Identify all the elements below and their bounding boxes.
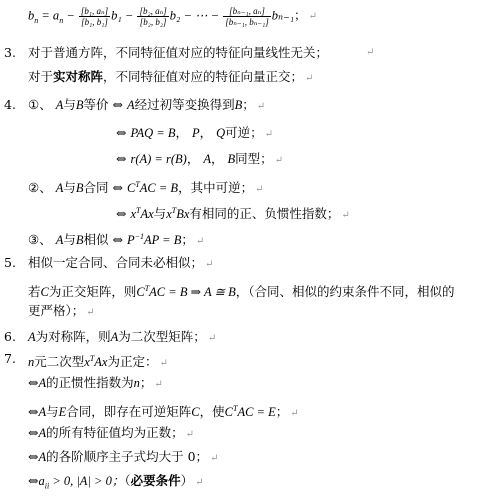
gram-schmidt-formula: $b_n = a_n$ − $\frac{\text{[b₁, aₙ]}}{\text{[b₁, b₁]}}$ b₁ − $\frac{\text{[b₂, aₙ]}}{\text{[b₂, b₂]}}$ b₂ − ⋯ − $\frac{\text{[bₙ₋₁, aₙ]}}{\text{[bₙ₋₁, bₙ₋₁]}}$ bₙ₋₁； ↵ — [28, 6, 317, 27]
item-4-line-2: ⇔ PAQ = B， P， Q可逆； ↵ — [116, 125, 274, 140]
return-mark-icon: ↵ — [86, 307, 95, 318]
item-7-line-4: ⇔A的所有特征值均为正数； ↵ — [28, 425, 195, 440]
item-4-line-6: ③、 A与B相似 ⇔ $P^{-1}AP = B$； ↵ — [28, 232, 205, 248]
item-4-line-4: ②、 A与B合同 ⇔ $C^TAC = B$，其中可逆； ↵ — [28, 180, 264, 196]
item-number: 4. — [4, 97, 16, 112]
return-mark-icon: ↵ — [341, 210, 350, 222]
formula-lhs: b — [28, 8, 35, 23]
return-mark-icon: ↵ — [210, 453, 219, 464]
bold-term: 实对称阵 — [53, 69, 104, 84]
return-mark-icon: ↵ — [195, 236, 205, 248]
item-number: 5. — [4, 255, 16, 270]
return-mark-icon: ↵ — [195, 477, 204, 488]
item-number: 3. — [4, 45, 16, 60]
return-mark-icon: ↵ — [159, 358, 168, 370]
return-mark-icon: ↵ — [256, 101, 266, 112]
fraction-3: $\frac{\text{[bₙ₋₁, aₙ]}}{\text{[bₙ₋₁, bₙ₋₁]}}$ — [225, 6, 269, 27]
item-5-line-2: 若C为正交矩阵，则$C^TAC = B$ ⇒ A ≅ B，（合同、相似的约束条件不同，相似的 — [28, 284, 455, 300]
return-mark-icon: ↵ — [290, 408, 299, 420]
return-mark-icon: ↵ — [255, 184, 264, 196]
return-mark-icon: ↵ — [305, 73, 314, 84]
item-number: 6. — [4, 329, 16, 344]
return-mark-icon: ↵ — [207, 333, 217, 344]
return-mark-icon: ↵ — [308, 11, 317, 23]
item-7-line-2: ⇔A的正惯性指数为n； ↵ — [28, 375, 163, 390]
return-mark-icon: ↵ — [205, 259, 214, 270]
bold-term: 必要条件 — [130, 473, 181, 488]
return-mark-icon: ↵ — [154, 379, 163, 390]
item-4-line-3: ⇔ r(A) = r(B)， A， B同型； ↵ — [116, 151, 283, 166]
return-mark-icon: ↵ — [274, 155, 283, 166]
item-7-line-3: ⇔A与E合同，即存在可逆矩阵C，使$C^TAC = E$； ↵ — [28, 404, 299, 420]
item-3-line-2: 对于实对称阵，不同特征值对应的特征向量正交； ↵ — [28, 69, 314, 84]
return-mark-icon: ↵ — [264, 129, 274, 140]
fraction-1: $\frac{\text{[b₁, aₙ]}}{\text{[b₁, b₁]}}$ — [80, 6, 109, 27]
item-5-line-3: 更严格）； ↵ — [28, 303, 95, 318]
return-mark-icon: ↵ — [366, 47, 375, 58]
item-4-line-5: ⇔ $x^TAx$与$x^TBx$有相同的正、负惯性指数； ↵ — [116, 206, 350, 222]
item-7-line-6: $\Leftrightarrow a_{ii} > 0$, |A| > 0；（必要条件） ↵ — [28, 473, 204, 491]
item-number: 7. — [4, 351, 16, 366]
item-7-line-5: ⇔A的各阶顺序主子式均大于 0； ↵ — [28, 449, 219, 464]
return-mark-icon: ↵ — [185, 429, 195, 440]
fraction-2: $\frac{\text{[b₂, aₙ]}}{\text{[b₂, b₂]}}$ — [139, 6, 167, 27]
